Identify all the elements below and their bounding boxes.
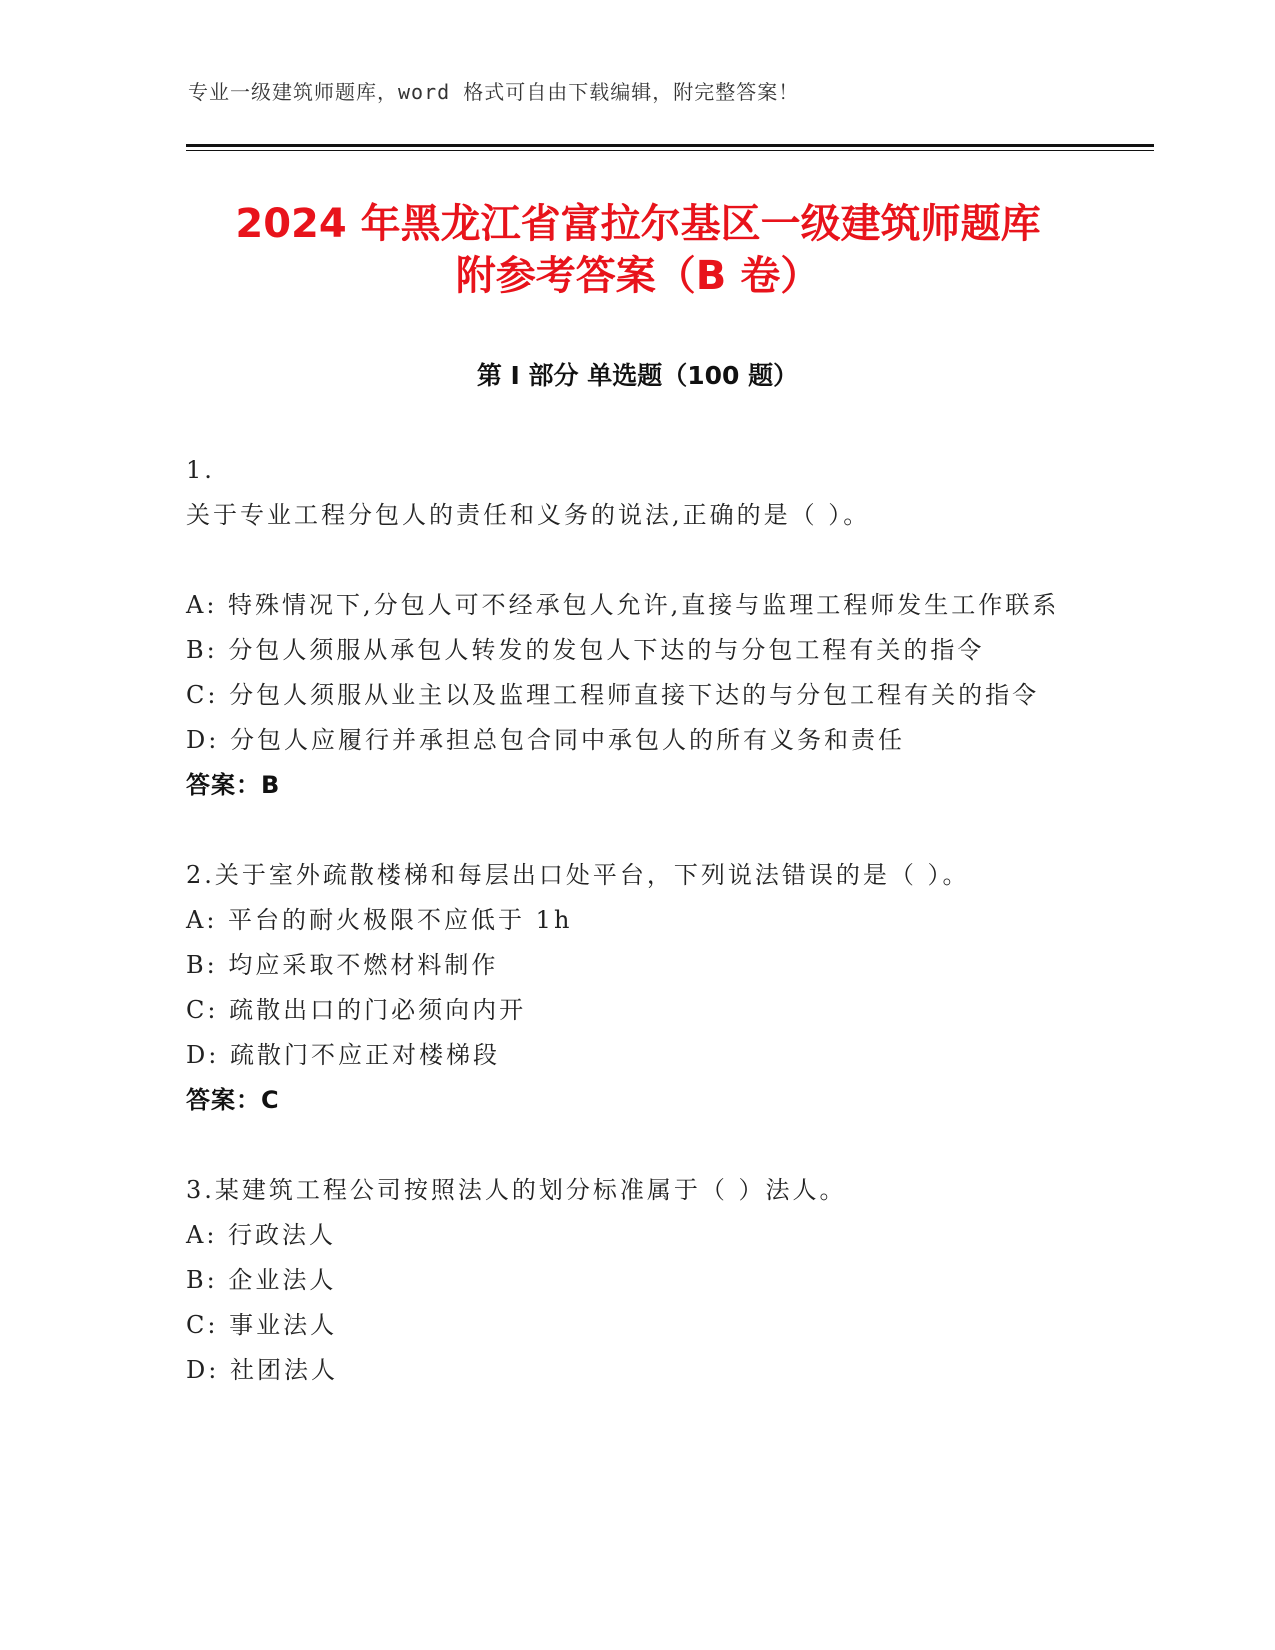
- option-a: A: 特殊情况下,分包人可不经承包人允许,直接与监理工程师发生工作联系: [186, 591, 1060, 619]
- question-stem: 关于专业工程分包人的责任和义务的说法,正确的是（ ）。: [186, 501, 871, 529]
- option-d: D: 疏散门不应正对楼梯段: [186, 1041, 500, 1069]
- option-a: A: 平台的耐火极限不应低于 1h: [186, 906, 573, 934]
- section-heading: 第 I 部分 单选题（100 题）: [476, 361, 799, 390]
- question-spacer: [186, 538, 1091, 583]
- option-b: B: 企业法人: [186, 1266, 337, 1294]
- title-line-1: 2024 年黑龙江省富拉尔基区一级建筑师题库: [235, 201, 1041, 247]
- question-stem: 3.某建筑工程公司按照法人的划分标准属于（ ）法人。: [186, 1176, 847, 1204]
- question-number: 1.: [186, 456, 215, 484]
- option-c: C: 分包人须服从业主以及监理工程师直接下达的与分包工程有关的指令: [186, 681, 1040, 709]
- option-c: C: 事业法人: [186, 1311, 338, 1339]
- option-c: C: 疏散出口的门必须向内开: [186, 996, 527, 1024]
- document-title: [170, 198, 1106, 302]
- option-d: D: 分包人应履行并承担总包合同中承包人的所有义务和责任: [186, 726, 905, 754]
- answer-key: 答案：B: [186, 771, 281, 799]
- header-rule-thin: [186, 150, 1154, 151]
- option-b: B: 分包人须服从承包人转发的发包人下达的与分包工程有关的指令: [186, 636, 985, 664]
- page-header-note: 专业一级建筑师题库，word 格式可自由下载编辑，附完整答案！: [188, 80, 800, 104]
- option-a: A: 行政法人: [186, 1221, 337, 1249]
- option-b: B: 均应采取不燃材料制作: [186, 951, 499, 979]
- question-3: [186, 1168, 1091, 1393]
- question-1: [186, 448, 1091, 808]
- title-line-2: 附参考答案（B 卷）: [455, 253, 821, 299]
- question-stem: 2.关于室外疏散楼梯和每层出口处平台，下列说法错误的是（ ）。: [186, 861, 970, 889]
- option-d: D: 社团法人: [186, 1356, 338, 1384]
- header-rule-thick: [186, 144, 1154, 147]
- question-list: [186, 448, 1091, 1393]
- answer-key: 答案：C: [186, 1086, 280, 1114]
- question-2: [186, 853, 1091, 1123]
